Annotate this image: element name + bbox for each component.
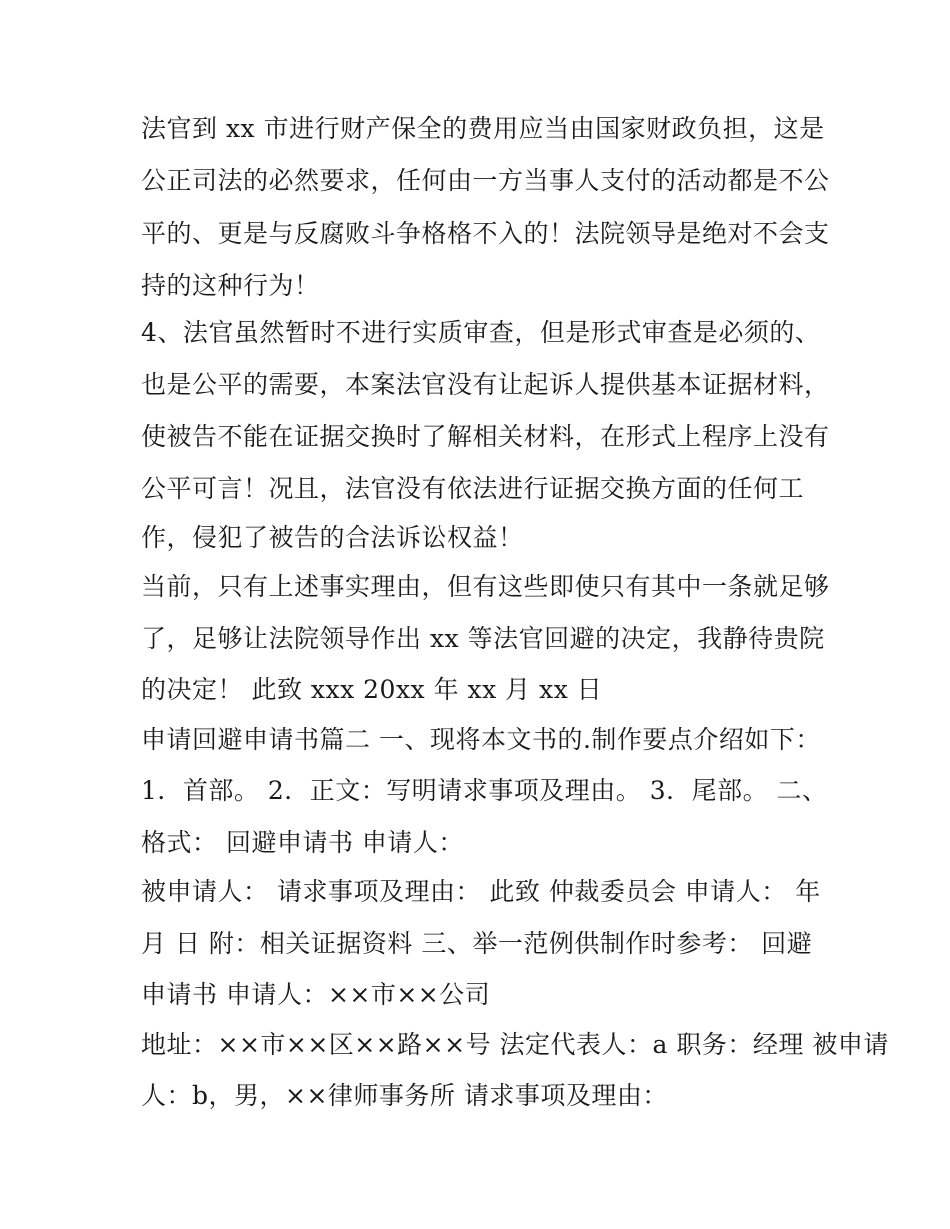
text-line-9: 作，侵犯了被告的合法诉讼权益！: [141, 523, 524, 552]
text-line-12: 的决定！ 此致 xxx 20xx 年 xx 月 xx 日: [141, 675, 603, 704]
text-line-8: 公平可言！况且，法官没有依法进行证据交换方面的任何工: [141, 474, 805, 503]
text-line-2: 公正司法的必然要求，任何由一方当事人支付的活动都是不公: [141, 166, 830, 195]
text-line-5: 4、法官虽然暂时不进行实质审查，但是形式审查是必须的、: [141, 318, 821, 347]
text-line-17: 月 日 附：相关证据资料 三、举一范例供制作时参考： 回避: [141, 929, 813, 958]
text-line-1: 法官到 xx 市进行财产保全的费用应当由国家财政负担，这是: [141, 114, 825, 143]
text-line-4: 持的这种行为！: [141, 271, 320, 300]
text-line-10: 当前，只有上述事实理由，但有这些即使只有其中一条就足够: [141, 572, 830, 601]
text-line-13: 申请回避申请书篇二 一、现将本文书的.制作要点介绍如下：: [141, 725, 821, 754]
text-line-3: 平的、更是与反腐败斗争格格不入的！法院领导是绝对不会支: [141, 219, 830, 248]
text-line-19: 地址：××市××区××路××号 法定代表人：a 职务：经理 被申请: [141, 1030, 889, 1059]
text-line-20: 人：b，男，××律师事务所 请求事项及理由：: [141, 1081, 668, 1110]
text-line-18: 申请书 申请人：××市××公司: [141, 980, 491, 1009]
text-line-11: 了，足够让法院领导作出 xx 等法官回避的决定，我静待贵院: [141, 624, 825, 653]
text-line-6: 也是公平的需要，本案法官没有让起诉人提供基本证据材料，: [141, 370, 830, 399]
text-line-16: 被申请人： 请求事项及理由： 此致 仲裁委员会 申请人： 年: [141, 877, 821, 906]
text-line-14: 1．首部。 2．正文：写明请求事项及理由。 3．尾部。 二、: [141, 776, 828, 805]
text-line-15: 格式： 回避申请书 申请人：: [141, 828, 464, 857]
text-line-7: 使被告不能在证据交换时了解相关材料，在形式上程序上没有: [141, 422, 830, 451]
